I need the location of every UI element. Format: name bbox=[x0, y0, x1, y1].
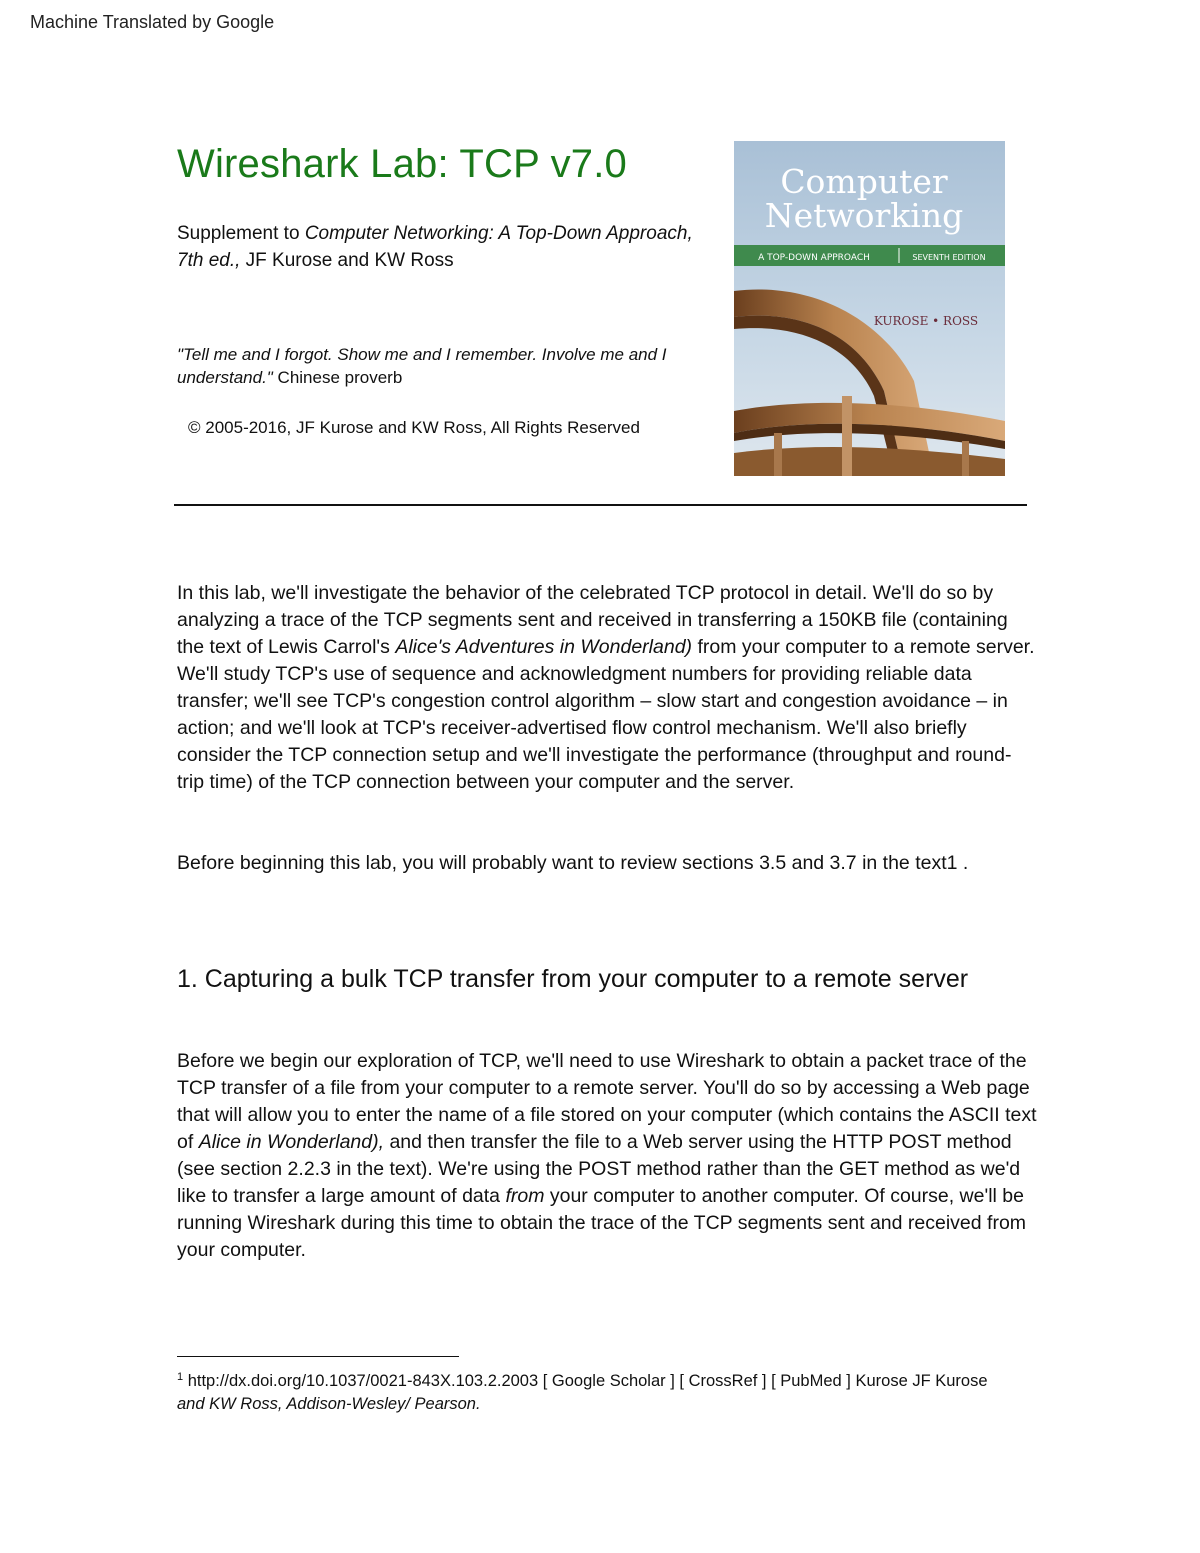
footnote-publisher: and KW Ross, Addison-Wesley/ Pearson. bbox=[177, 1395, 481, 1413]
header-divider bbox=[174, 504, 1027, 506]
quote-attribution: Chinese proverb bbox=[272, 368, 403, 387]
supplement-prefix: Supplement to bbox=[177, 223, 305, 244]
section-heading: 1. Capturing a bulk TCP transfer from your computer to a remote server bbox=[177, 965, 969, 993]
proverb-quote bbox=[177, 343, 717, 389]
section-paragraph bbox=[177, 1048, 1037, 1264]
book-title: Computer Networking: A Top-Down Approach, 7th ed., bbox=[177, 223, 693, 271]
footnote-divider bbox=[177, 1356, 459, 1357]
cover-authors: KUROSE • ROSS bbox=[873, 314, 979, 328]
footnote bbox=[177, 1366, 997, 1416]
footnote-text: http://dx.doi.org/10.1037/0021-843X.103.2.2003 [ Google Scholar ] [ CrossRef ] [ PubMed ] Kurose JF Kurose bbox=[183, 1372, 988, 1390]
section-text-1: Before we begin our exploration of TCP, we'll need to use Wireshark to obtain a packet trace of the TCP transfer of a file from your computer to a remote server. You'll do so by accessing a Web page that will allow you to enter the name of a file stored on your computer (which contains the ASCII text of bbox=[177, 1050, 1037, 1153]
cover-subtitle: A TOP-DOWN APPROACH bbox=[758, 253, 870, 263]
page-title: Wireshark Lab: TCP v7.0 bbox=[177, 142, 627, 186]
book-cover-image bbox=[734, 141, 1005, 476]
footnote-marker: 1 bbox=[177, 1371, 184, 1383]
copyright-notice: © 2005-2016, JF Kurose and KW Ross, All Rights Reserved bbox=[188, 418, 640, 437]
book-authors: JF Kurose and KW Ross bbox=[240, 250, 454, 271]
quote-text: "Tell me and I forgot. Show me and I remember. Involve me and I understand." bbox=[177, 345, 667, 387]
cover-title-line2: Networking bbox=[764, 196, 964, 235]
intro-book-title: Alice's Adventures in Wonderland) bbox=[395, 636, 693, 658]
intro-paragraph bbox=[177, 580, 1037, 796]
intro-text-2: from your computer to a remote server. We'll study TCP's use of sequence and acknowledgment numbers for providing reliable data transfer; we'll see TCP's congestion control algorithm – slow start and congestion avoidance – in action; and we'll look at TCP's receiver-advertised flow control mechanism. We'll also briefly consider the TCP connection setup and we'll investigate the performance (throughput and round-trip time) of the TCP connection between your computer and the server. bbox=[177, 636, 1035, 793]
section-book-title: Alice in Wonderland), bbox=[198, 1131, 385, 1153]
cover-edition: SEVENTH EDITION bbox=[912, 253, 986, 262]
review-paragraph: Before beginning this lab, you will probably want to review sections 3.5 and 3.7 in the text1 . bbox=[177, 852, 969, 874]
section-text-3: your computer to another computer. Of course, we'll be running Wireshark during this time to obtain the trace of the TCP segments sent and received from your computer. bbox=[177, 1185, 1027, 1261]
supplement-line bbox=[177, 220, 697, 274]
cover-title-line1: Computer bbox=[780, 162, 948, 201]
section-text-2: and then transfer the file to a Web server using the HTTP POST method (see section 2.2.3 in the text). We're using the POST method rather than the GET method as we'd like to transfer a large amount of data bbox=[177, 1131, 1021, 1207]
section-emphasis-from: from bbox=[505, 1185, 545, 1207]
intro-text-1: In this lab, we'll investigate the behavior of the celebrated TCP protocol in detail. We'll do so by analyzing a trace of the TCP segments sent and received in transferring a 150KB file (containing the text of Lewis Carrol's bbox=[177, 582, 1008, 658]
machine-translation-banner: Machine Translated by Google bbox=[30, 12, 275, 32]
